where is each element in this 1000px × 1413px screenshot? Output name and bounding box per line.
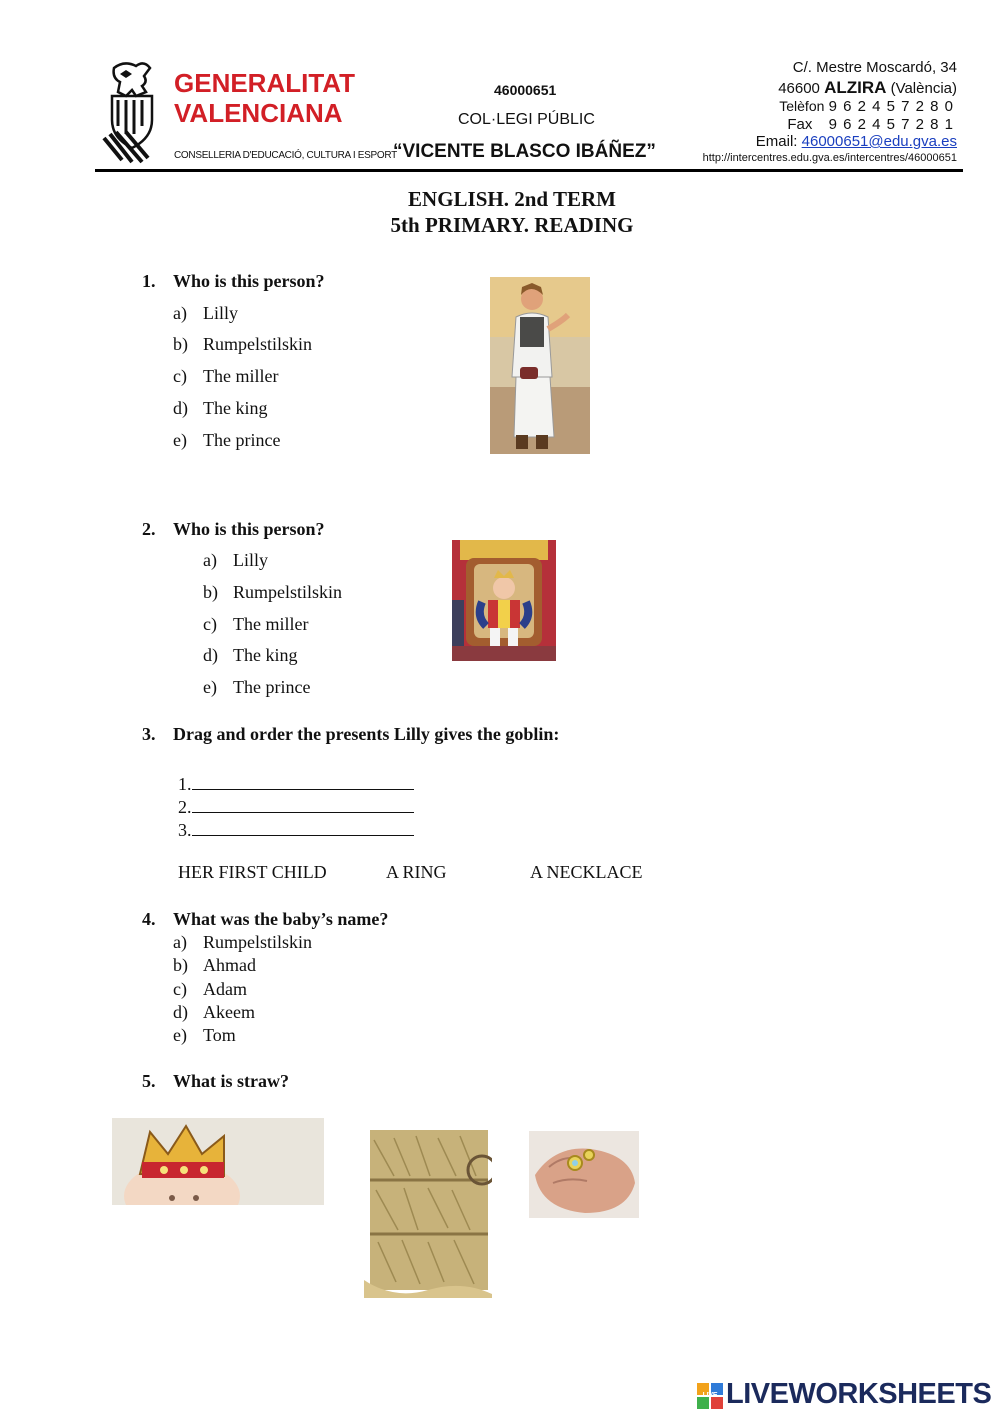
q1-option-e[interactable] xyxy=(173,430,280,451)
q2-option-e[interactable] xyxy=(203,677,310,698)
email-label: Email: xyxy=(755,133,798,150)
header-divider xyxy=(95,169,963,172)
question-number: 5. xyxy=(142,1071,156,1091)
fax-label: Fax xyxy=(787,116,813,133)
slot-line xyxy=(192,817,414,836)
slot-number: 2. xyxy=(178,797,192,817)
question-number: 4. xyxy=(142,909,156,929)
liveworksheets-badge-text: LIVE xyxy=(702,1392,718,1399)
drag-word-ring[interactable]: A RING xyxy=(386,862,447,882)
question-text: What was the baby’s name? xyxy=(173,909,389,929)
q1-option-a[interactable] xyxy=(173,303,238,324)
option-text: The prince xyxy=(203,430,281,450)
drag-word-necklace[interactable]: A NECKLACE xyxy=(530,862,643,882)
q2-option-b[interactable] xyxy=(203,582,342,603)
question-number: 3. xyxy=(142,724,156,744)
slot-line xyxy=(192,794,414,813)
q4-option-c[interactable] xyxy=(173,979,247,1000)
region: (València) xyxy=(890,80,957,97)
option-letter: d) xyxy=(173,1002,188,1022)
option-letter: b) xyxy=(203,582,218,602)
question-text: Drag and order the presents Lilly gives the goblin: xyxy=(173,724,560,744)
slot-number: 1. xyxy=(178,774,192,794)
worksheet-title: ENGLISH. 2nd TERM xyxy=(408,187,616,211)
q4-option-e[interactable] xyxy=(173,1025,236,1046)
worksheet-subtitle: 5th PRIMARY. READING xyxy=(390,213,634,237)
straw-picture-option[interactable] xyxy=(364,1130,492,1298)
phone-label: Telèfon xyxy=(779,98,825,114)
question-number: 2. xyxy=(142,519,156,539)
school-code: 46000651 xyxy=(494,82,557,98)
option-letter: e) xyxy=(173,1025,187,1045)
q1-option-c[interactable] xyxy=(173,366,278,387)
option-letter: d) xyxy=(203,645,218,665)
option-letter: b) xyxy=(173,334,188,354)
option-text: Tom xyxy=(203,1025,236,1045)
question-3 xyxy=(142,724,559,745)
school-address: C/. Mestre Moscardó, 34 xyxy=(792,59,957,76)
postcode: 46600 xyxy=(778,80,820,97)
q4-option-b[interactable] xyxy=(173,955,256,976)
email-link[interactable]: 46000651@edu.gva.es xyxy=(801,133,957,150)
school-name: “VICENTE BLASCO IBÁÑEZ” xyxy=(393,141,656,162)
generalitat-crest-logo xyxy=(100,60,162,166)
option-letter: b) xyxy=(173,955,188,975)
org-department: CONSELLERIA D'EDUCACIÓ, CULTURA I ESPORT xyxy=(174,150,397,161)
option-text: Rumpelstilskin xyxy=(203,334,313,354)
q1-option-d[interactable] xyxy=(173,398,268,419)
question-1 xyxy=(142,271,325,292)
q4-option-a[interactable] xyxy=(173,932,312,953)
ring-picture-option[interactable] xyxy=(529,1131,639,1218)
question-5 xyxy=(142,1071,289,1092)
q1-option-b[interactable] xyxy=(173,334,312,355)
phone-number: 9 6 2 4 5 7 2 8 0 xyxy=(828,98,954,115)
drop-slot-3[interactable] xyxy=(178,817,414,841)
option-text: Rumpelstilskin xyxy=(233,582,343,602)
option-text: The prince xyxy=(233,677,311,697)
option-letter: a) xyxy=(203,550,217,570)
question-text: Who is this person? xyxy=(173,519,325,539)
drop-slot-2[interactable] xyxy=(178,794,414,818)
option-text: The king xyxy=(233,645,298,665)
option-letter: e) xyxy=(173,430,187,450)
option-text: Lilly xyxy=(233,550,268,570)
city: ALZIRA xyxy=(824,78,887,97)
option-letter: a) xyxy=(173,303,187,323)
org-name-line1: GENERALITAT xyxy=(174,68,356,98)
q2-option-d[interactable] xyxy=(203,645,298,666)
crown-picture-option[interactable] xyxy=(112,1118,324,1205)
website-url[interactable]: http://intercentres.edu.gva.es/intercentres/46000651 xyxy=(702,152,957,164)
drop-slot-1[interactable] xyxy=(178,771,414,795)
question-text: What is straw? xyxy=(173,1071,289,1091)
option-text: Rumpelstilskin xyxy=(203,932,313,952)
school-city-line xyxy=(778,78,957,98)
option-letter: c) xyxy=(203,614,217,634)
q4-option-d[interactable] xyxy=(173,1002,255,1023)
q2-option-c[interactable] xyxy=(203,614,308,635)
option-text: Lilly xyxy=(203,303,238,323)
king-illustration xyxy=(452,540,556,661)
option-letter: d) xyxy=(173,398,188,418)
slot-number: 3. xyxy=(178,820,192,840)
question-2 xyxy=(142,519,325,540)
drag-word-first-child[interactable]: HER FIRST CHILD xyxy=(178,862,327,882)
option-letter: c) xyxy=(173,979,187,999)
option-text: The miller xyxy=(203,366,279,386)
option-text: Ahmad xyxy=(203,955,256,975)
school-type: COL·LEGI PÚBLIC xyxy=(458,111,595,128)
org-name-line2: VALENCIANA xyxy=(174,98,343,128)
fax-number: 9 6 2 4 5 7 2 8 1 xyxy=(828,116,954,133)
phone-line xyxy=(779,97,954,116)
option-letter: c) xyxy=(173,366,187,386)
question-4 xyxy=(142,909,388,930)
slot-line xyxy=(192,771,414,790)
liveworksheets-logo[interactable]: LIVEWORKSHEETS xyxy=(726,1378,992,1410)
question-number: 1. xyxy=(142,271,156,291)
option-letter: a) xyxy=(173,932,187,952)
question-text: Who is this person? xyxy=(173,271,325,291)
option-text: The miller xyxy=(233,614,309,634)
org-name xyxy=(174,68,355,128)
option-letter: e) xyxy=(203,677,217,697)
option-text: The king xyxy=(203,398,268,418)
miller-illustration xyxy=(490,277,590,454)
option-text: Adam xyxy=(203,979,247,999)
q2-option-a[interactable] xyxy=(203,550,268,571)
option-text: Akeem xyxy=(203,1002,255,1022)
